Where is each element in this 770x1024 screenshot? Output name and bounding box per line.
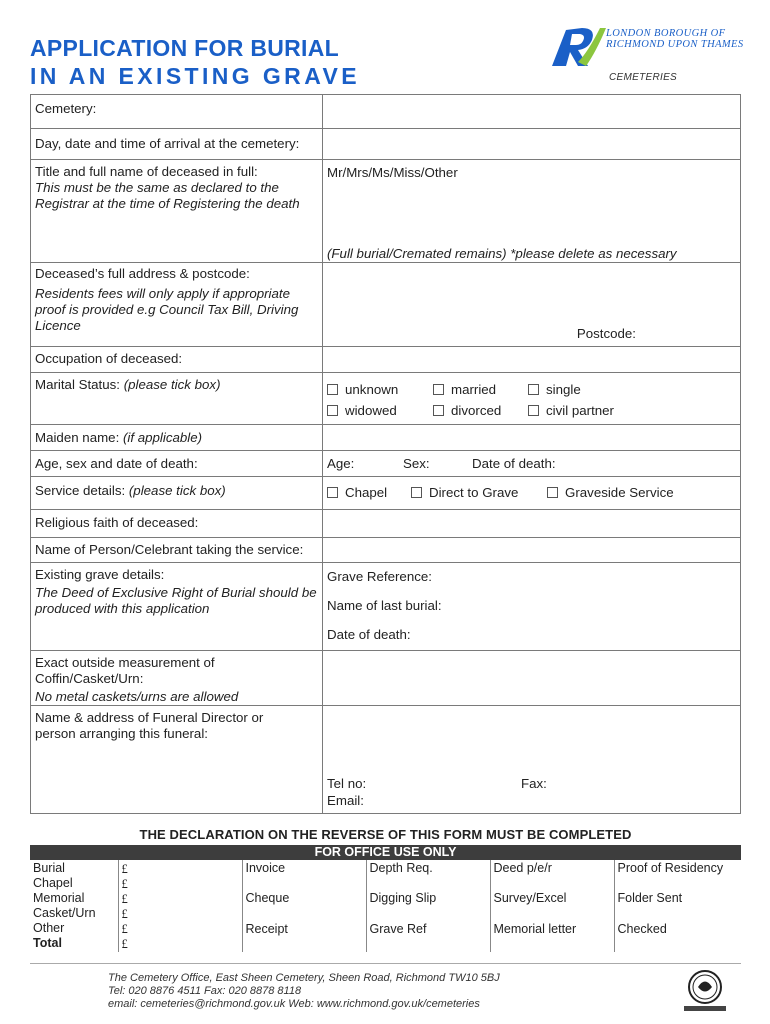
council-name: LONDON BOROUGH OF RICHMOND UPON THAMES	[606, 28, 744, 50]
grave-column	[366, 860, 490, 952]
deed-per-label: Deed p/e/r	[493, 861, 552, 875]
fee-chapel: Chapel	[33, 876, 73, 890]
funeral-director-field[interactable]	[323, 706, 741, 814]
fee-burial: Burial	[33, 861, 65, 875]
deceased-name-field[interactable]	[323, 160, 741, 263]
page-title	[30, 34, 360, 90]
email-label: Email:	[327, 793, 364, 808]
title-line-2: IN AN EXISTING GRAVE	[30, 63, 360, 89]
grave-details-field[interactable]	[323, 563, 741, 651]
footer-address: The Cemetery Office, East Sheen Cemetery, Sheen Road, Richmond TW10 5BJ	[108, 972, 500, 984]
fee-amounts[interactable]: £ £ £ £ £ £	[118, 860, 242, 952]
department-label: CEMETERIES	[609, 72, 678, 83]
cemetery-label: Cemetery:	[31, 95, 323, 129]
measurement-label: Exact outside measurement of Coffin/Casket/Urn: No metal caskets/urns are allowed	[31, 651, 323, 706]
fee-total: Total	[33, 936, 62, 950]
checks-column	[614, 860, 741, 952]
occupation-label: Occupation of deceased:	[31, 347, 323, 373]
celebrant-label: Name of Person/Celebrant taking the service:	[31, 538, 323, 563]
footer-contact	[108, 972, 500, 1011]
religion-field[interactable]	[323, 510, 741, 538]
checked-label: Checked	[617, 922, 667, 936]
service-label: Service details: (please tick box)	[31, 477, 323, 510]
receipt-label: Receipt	[245, 922, 288, 936]
fee-memorial: Memorial	[33, 891, 85, 905]
widowed-checkbox[interactable]	[327, 405, 338, 416]
deceased-name-note: This must be the same as declared to the Registrar at the time of Registering the death	[35, 180, 300, 211]
measurement-field[interactable]	[323, 651, 741, 706]
deceased-name-label: Title and full name of deceased in full: This must be the same as declared to the Registrar at the time of Registering the death	[31, 160, 323, 263]
address-label: Deceased’s full address & postcode: Residents fees will only apply if appropriate proof is provided e.g Council Tax Bill, Driving Licence	[31, 263, 323, 347]
marital-label: Marital Status: (please tick box)	[31, 373, 323, 425]
maiden-label: Maiden name: (if applicable)	[31, 425, 323, 451]
award-seal-icon	[678, 968, 732, 1014]
age-label: Age:	[327, 456, 355, 471]
civil-partner-checkbox[interactable]	[528, 405, 539, 416]
proof-of-residency-label: Proof of Residency	[617, 861, 724, 875]
grave-reference-label: Grave Reference:	[327, 569, 432, 584]
footer-divider	[30, 963, 741, 964]
celebrant-field[interactable]	[323, 538, 741, 563]
religion-label: Religious faith of deceased:	[31, 510, 323, 538]
deed-column	[490, 860, 614, 952]
grave-note: The Deed of Exclusive Right of Burial should be produced with this application	[35, 585, 317, 616]
fee-labels	[30, 860, 118, 952]
funeral-director-label: Name & address of Funeral Director or person arranging this funeral:	[31, 706, 323, 814]
depth-req-label: Depth Req.	[369, 861, 433, 875]
digging-slip-label: Digging Slip	[369, 891, 437, 905]
married-checkbox[interactable]	[433, 384, 444, 395]
measurement-note: No metal caskets/urns are allowed	[35, 689, 239, 704]
fax-label: Fax:	[521, 776, 547, 791]
last-burial-label: Name of last burial:	[327, 598, 442, 613]
office-use-heading: FOR OFFICE USE ONLY	[30, 845, 741, 860]
cheque-label: Cheque	[245, 891, 290, 905]
title-line-1: APPLICATION FOR BURIAL	[30, 35, 339, 61]
grave-details-label: Existing grave details: The Deed of Exclusive Right of Burial should be produced with this application	[31, 563, 323, 651]
unknown-checkbox[interactable]	[327, 384, 338, 395]
service-options: Chapel Direct to Grave Graveside Service	[323, 477, 741, 510]
postcode-label: Postcode:	[576, 326, 636, 341]
declaration-notice: THE DECLARATION ON THE REVERSE OF THIS FORM MUST BE COMPLETED	[139, 827, 632, 842]
footer-phone: Tel: 020 8876 4511 Fax: 020 8878 8118	[108, 985, 302, 997]
application-form	[30, 94, 741, 814]
occupation-field[interactable]	[323, 347, 741, 373]
folder-sent-label: Folder Sent	[617, 891, 683, 905]
grave-date-of-death-label: Date of death:	[327, 627, 411, 642]
age-sex-dod-label: Age, sex and date of death:	[31, 451, 323, 477]
address-field[interactable]	[323, 263, 741, 347]
grave-ref-label: Grave Ref	[369, 922, 427, 936]
burial-type-note: (Full burial/Cremated remains) *please delete as necessary	[327, 246, 677, 261]
direct-to-grave-checkbox[interactable]	[411, 487, 422, 498]
fee-other: Other	[33, 921, 65, 935]
maiden-field[interactable]	[323, 425, 741, 451]
graveside-service-checkbox[interactable]	[547, 487, 558, 498]
single-checkbox[interactable]	[528, 384, 539, 395]
address-note: Residents fees will only apply if appropriate proof is provided e.g Council Tax Bill, Driving Licence	[35, 286, 299, 333]
sex-label: Sex:	[403, 456, 430, 471]
date-of-death-label: Date of death:	[472, 456, 556, 471]
tel-label: Tel no:	[327, 776, 367, 791]
memorial-letter-label: Memorial letter	[493, 922, 577, 936]
title-options: Mr/Mrs/Ms/Miss/Other	[327, 165, 458, 180]
chapel-checkbox[interactable]	[327, 487, 338, 498]
invoice-label: Invoice	[245, 861, 286, 875]
age-sex-dod-field[interactable]	[323, 451, 741, 477]
cemetery-field[interactable]	[323, 95, 741, 129]
arrival-field[interactable]	[323, 129, 741, 160]
payment-column	[242, 860, 366, 952]
office-use-table	[30, 845, 741, 952]
divorced-checkbox[interactable]	[433, 405, 444, 416]
arrival-label: Day, date and time of arrival at the cemetery:	[31, 129, 323, 160]
survey-excel-label: Survey/Excel	[493, 891, 567, 905]
marital-options: unknown married single widowed divorced civil partner	[323, 373, 741, 425]
footer-web: email: cemeteries@richmond.gov.uk Web: www.richmond.gov.uk/cemeteries	[108, 998, 480, 1010]
fee-casket-urn: Casket/Urn	[33, 906, 96, 920]
